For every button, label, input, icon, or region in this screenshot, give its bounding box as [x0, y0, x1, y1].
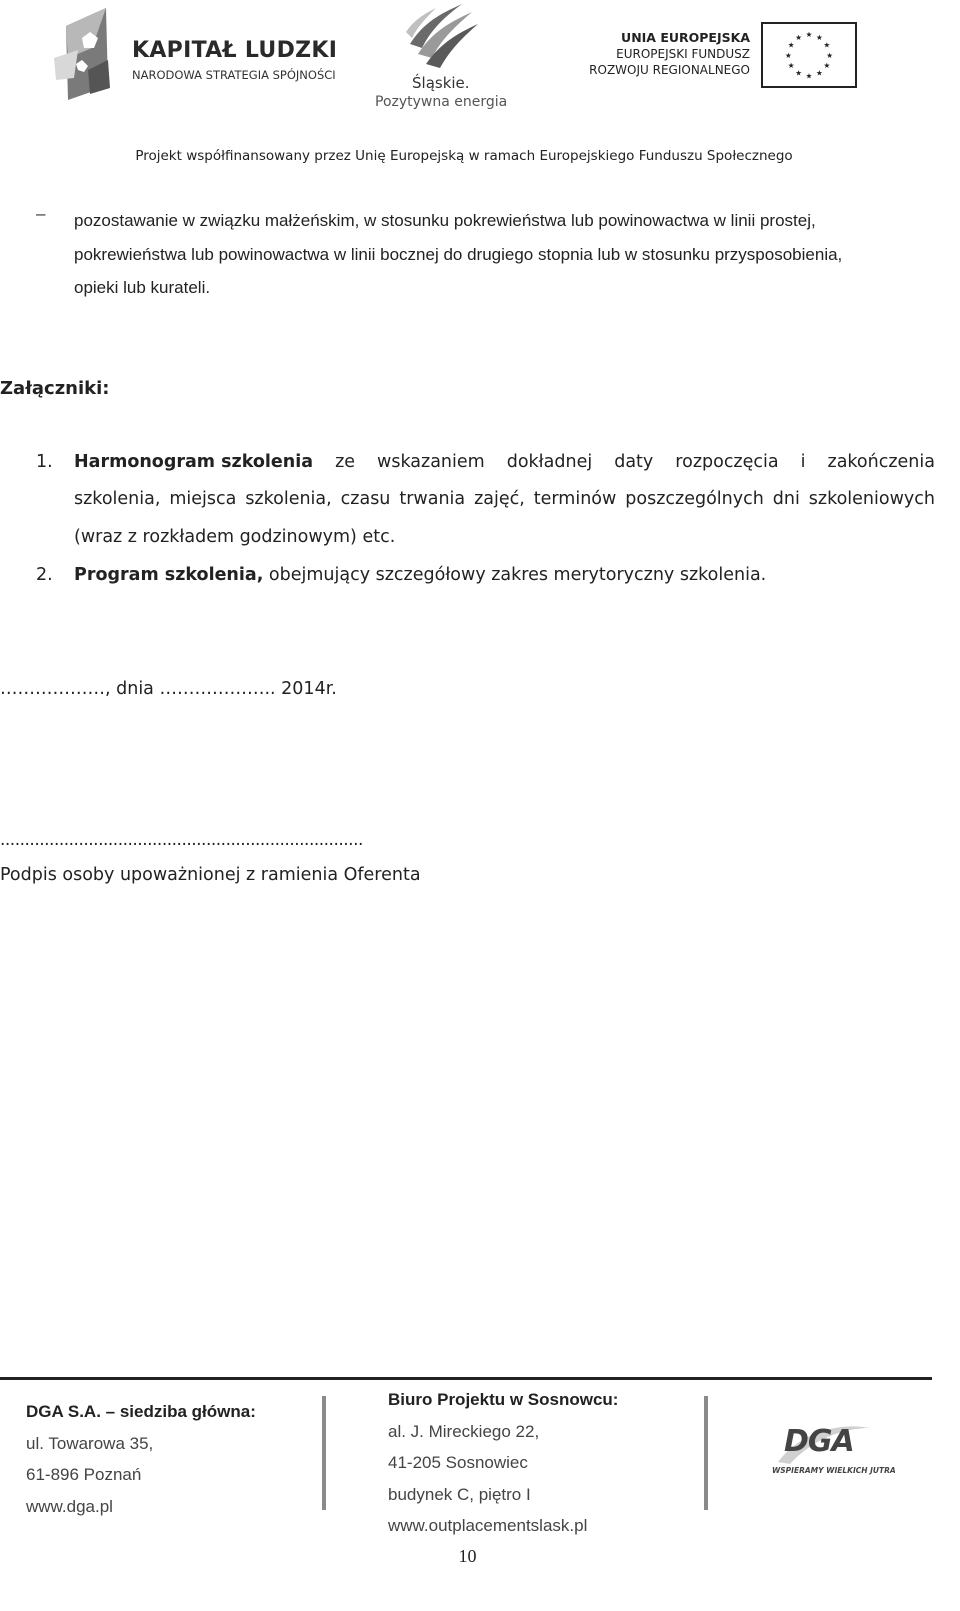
footer-hq-line: ul. Towarowa 35, [26, 1433, 154, 1453]
justified-word: zajęć, [474, 489, 525, 509]
dga-tagline: WSPIERAMY WIELKICH JUTRA [772, 1466, 896, 1475]
footer-separator [704, 1396, 708, 1510]
footer-office-website: www.outplacementslask.pl [388, 1516, 588, 1535]
slaskie-tagline: Pozytywna energia [375, 94, 508, 110]
attachment-1-line3: (wraz z rozkładem godzinowym) etc. [74, 527, 396, 547]
justified-word: terminów [533, 489, 617, 509]
eu-logo [585, 20, 865, 95]
eu-text [589, 30, 750, 78]
justified-word: daty [614, 452, 654, 472]
svg-text:★: ★ [815, 68, 823, 78]
dash-bullet: – [36, 204, 46, 223]
eu-line3: ROZWOJU REGIONALNEGO [589, 63, 750, 77]
justified-word: miejsca [169, 489, 237, 509]
justified-word: dokładnej [506, 452, 593, 472]
page-number: 10 [458, 1546, 477, 1566]
dash-item-line: pozostawanie w związku małżeńskim, w stosunku pokrewieństwa lub powinowactwa w linii prostej, [74, 211, 816, 230]
svg-text:★: ★ [787, 40, 795, 50]
footer-hq-heading: DGA S.A. – siedziba główna: [26, 1402, 256, 1421]
attachment-1-title: Harmonogram szkolenia [74, 452, 314, 472]
svg-text:★: ★ [815, 32, 823, 42]
justified-word: trwania [399, 489, 466, 509]
justified-word: szkolenia, [74, 489, 161, 509]
justified-word: dni [772, 489, 800, 509]
project-cofinancing-line: Projekt współfinansowany przez Unię Europejską w ramach Europejskiego Funduszu Społecznego [135, 148, 793, 164]
justified-word: czasu [340, 489, 391, 509]
page-footer [0, 1380, 932, 1540]
footer-project-office [388, 1384, 618, 1542]
justified-word: rozpoczęcia [675, 452, 779, 472]
footer-hq-website: www.dga.pl [26, 1496, 113, 1516]
kapital-ludzki-subtitle: NARODOWA STRATEGIA SPÓJNOŚCI [132, 68, 336, 82]
footer-hq-line: 61-896 Poznań [26, 1465, 142, 1484]
signature-dotted-line: .......................................................................... [0, 830, 363, 850]
dash-item-line: pokrewieństwa lub powinowactwa w linii bocznej do drugiego stopnia lub w stosunku przysposobienia, [74, 244, 843, 264]
footer-separator [322, 1396, 326, 1510]
dash-item-line: opieki lub kurateli. [74, 278, 211, 297]
footer-headquarters [26, 1396, 256, 1522]
justified-word: poszczególnych [625, 489, 764, 509]
kapital-ludzki-emblem-icon [52, 8, 124, 104]
dga-logo [770, 1422, 896, 1482]
attachment-number: 1. [36, 452, 53, 472]
svg-text:★: ★ [805, 30, 813, 40]
dash-item-text [74, 204, 934, 305]
justified-word: i [800, 452, 806, 472]
attachment-1-line1 [74, 452, 935, 472]
attachment-number: 2. [36, 565, 53, 585]
attachments-heading: Załączniki: [0, 378, 110, 399]
justified-word: szkoleniowych [808, 489, 935, 509]
footer-office-heading: Biuro Projektu w Sosnowcu: [388, 1390, 619, 1409]
svg-text:★: ★ [805, 71, 813, 81]
svg-text:★: ★ [823, 61, 831, 71]
svg-text:★: ★ [787, 61, 795, 71]
svg-text:★: ★ [823, 40, 831, 50]
svg-text:★: ★ [784, 50, 792, 60]
signature-label: Podpis osoby upoważnionej z ramienia Oferenta [0, 865, 421, 885]
eu-line2: EUROPEJSKI FUNDUSZ [616, 47, 750, 61]
footer-office-line: 41-205 Sosnowiec [388, 1453, 528, 1472]
justified-word: wskazaniem [377, 452, 485, 472]
place-date-line: ………………, dnia ……………….. 2014r. [0, 679, 337, 699]
slaskie-logo [372, 2, 512, 112]
footer-office-line: al. J. Mireckiego 22, [388, 1421, 540, 1441]
svg-text:★: ★ [826, 50, 834, 60]
attachment-2-line [74, 565, 766, 585]
attachment-2-title: Program szkolenia, [74, 565, 264, 585]
attachment-1-line2 [74, 489, 935, 509]
svg-text:★: ★ [795, 68, 803, 78]
dga-wordmark: DGA [784, 1424, 854, 1459]
eu-flag-icon [761, 22, 857, 88]
attachment-2-rest: obejmujący szczegółowy zakres merytoryczny szkolenia. [263, 565, 767, 585]
kapital-ludzki-title: KAPITAŁ LUDZKI [132, 38, 338, 63]
page-header [0, 0, 960, 185]
slaskie-name: Śląskie. [412, 74, 470, 92]
justified-word: szkolenia, [245, 489, 332, 509]
justified-word: zakończenia [827, 452, 935, 472]
eu-line1: UNIA EUROPEJSKA [621, 30, 750, 45]
slaskie-waves-icon [400, 2, 480, 72]
kapital-ludzki-logo [52, 8, 342, 108]
svg-text:★: ★ [795, 32, 803, 42]
footer-office-line: budynek C, piętro I [388, 1484, 531, 1504]
justified-word: ze [335, 452, 356, 472]
